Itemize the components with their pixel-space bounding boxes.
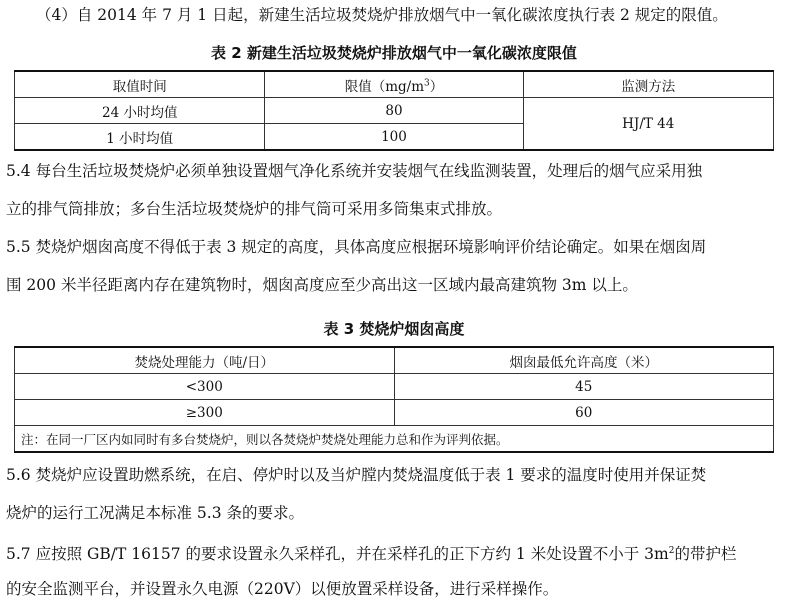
table3-cell-capacity: ≥300: [15, 400, 395, 426]
table3-header-capacity: 焚烧处理能力（吨/日）: [15, 347, 395, 374]
table2-header-row: [15, 71, 774, 98]
table-row: [15, 400, 774, 426]
paragraph-5-6-line1: 5.6 焚烧炉应设置助燃系统，在启、停炉时以及当炉膛内焚烧温度低于表 1 要求的温度时使用并保证焚: [6, 466, 707, 484]
table2: [14, 70, 774, 151]
table2-cell-period: 24 小时均值: [15, 98, 265, 124]
table2-cell-method: HJ/T 44: [523, 98, 773, 151]
table3-header-height: 烟囱最低允许高度（米）: [394, 347, 774, 374]
table2-cell-limit: 100: [265, 124, 523, 151]
table3-note-row: [15, 426, 774, 453]
table3-caption: 表 3 焚烧炉烟囱高度: [323, 320, 465, 338]
paragraph-5-4-line1: 5.4 每台生活垃圾焚烧炉必须单独设置烟气净化系统并安装烟气在线监测装置，处理后的烟气应采用独: [6, 162, 703, 180]
paragraph-5-5-line2: 围 200 米半径距离内存在建筑物时，烟囱高度应至少高出这一区域内最高建筑物 3m 以上。: [6, 276, 638, 294]
table2-header-limit: 限值$(mg/m^3)$: [265, 71, 523, 98]
table2-caption: 表 2 新建生活垃圾焚烧炉排放烟气中一氧化碳浓度限值: [211, 44, 577, 62]
paragraph-5-7-line2: 的安全监测平台，并设置永久电源（220V）以便放置采样设备，进行采样操作。: [6, 580, 559, 598]
table3-cell-height: 45: [394, 374, 774, 400]
paragraph-item-4: （4）自 2014 年 7 月 1 日起，新建生活垃圾焚烧炉排放烟气中一氧化碳浓度执行表 2 规定的限值。: [36, 6, 728, 24]
paragraph-5-5-line1: 5.5 焚烧炉烟囱高度不得低于表 3 规定的高度，具体高度应根据环境影响评价结论确定。如果在烟囱周: [6, 238, 707, 256]
paragraph-5-7-line1: 5.7 应按照 GB/T 16157 的要求设置永久采样孔，并在采样孔的正下方约 1 米处设置不小于 $3m^2$的带护栏: [6, 545, 737, 564]
table3-cell-height: 60: [394, 400, 774, 426]
table-row: [15, 98, 774, 124]
table3-cell-capacity: <300: [15, 374, 395, 400]
table-row: [15, 374, 774, 400]
table3-note: 注：在同一厂区内如同时有多台焚烧炉，则以各焚烧炉焚烧处理能力总和作为评判依据。: [15, 426, 774, 453]
table3-header-row: [15, 347, 774, 374]
paragraph-5-4-line2: 立的排气筒排放；多台生活垃圾焚烧炉的排气筒可采用多筒集束式排放。: [6, 200, 503, 218]
table2-cell-period: 1 小时均值: [15, 124, 265, 151]
table2-cell-limit: 80: [265, 98, 523, 124]
table2-header-method: 监测方法: [523, 71, 773, 98]
table3: [14, 346, 774, 453]
paragraph-5-6-line2: 烧炉的运行工况满足本标准 5.3 条的要求。: [6, 504, 305, 522]
table2-header-period: 取值时间: [15, 71, 265, 98]
